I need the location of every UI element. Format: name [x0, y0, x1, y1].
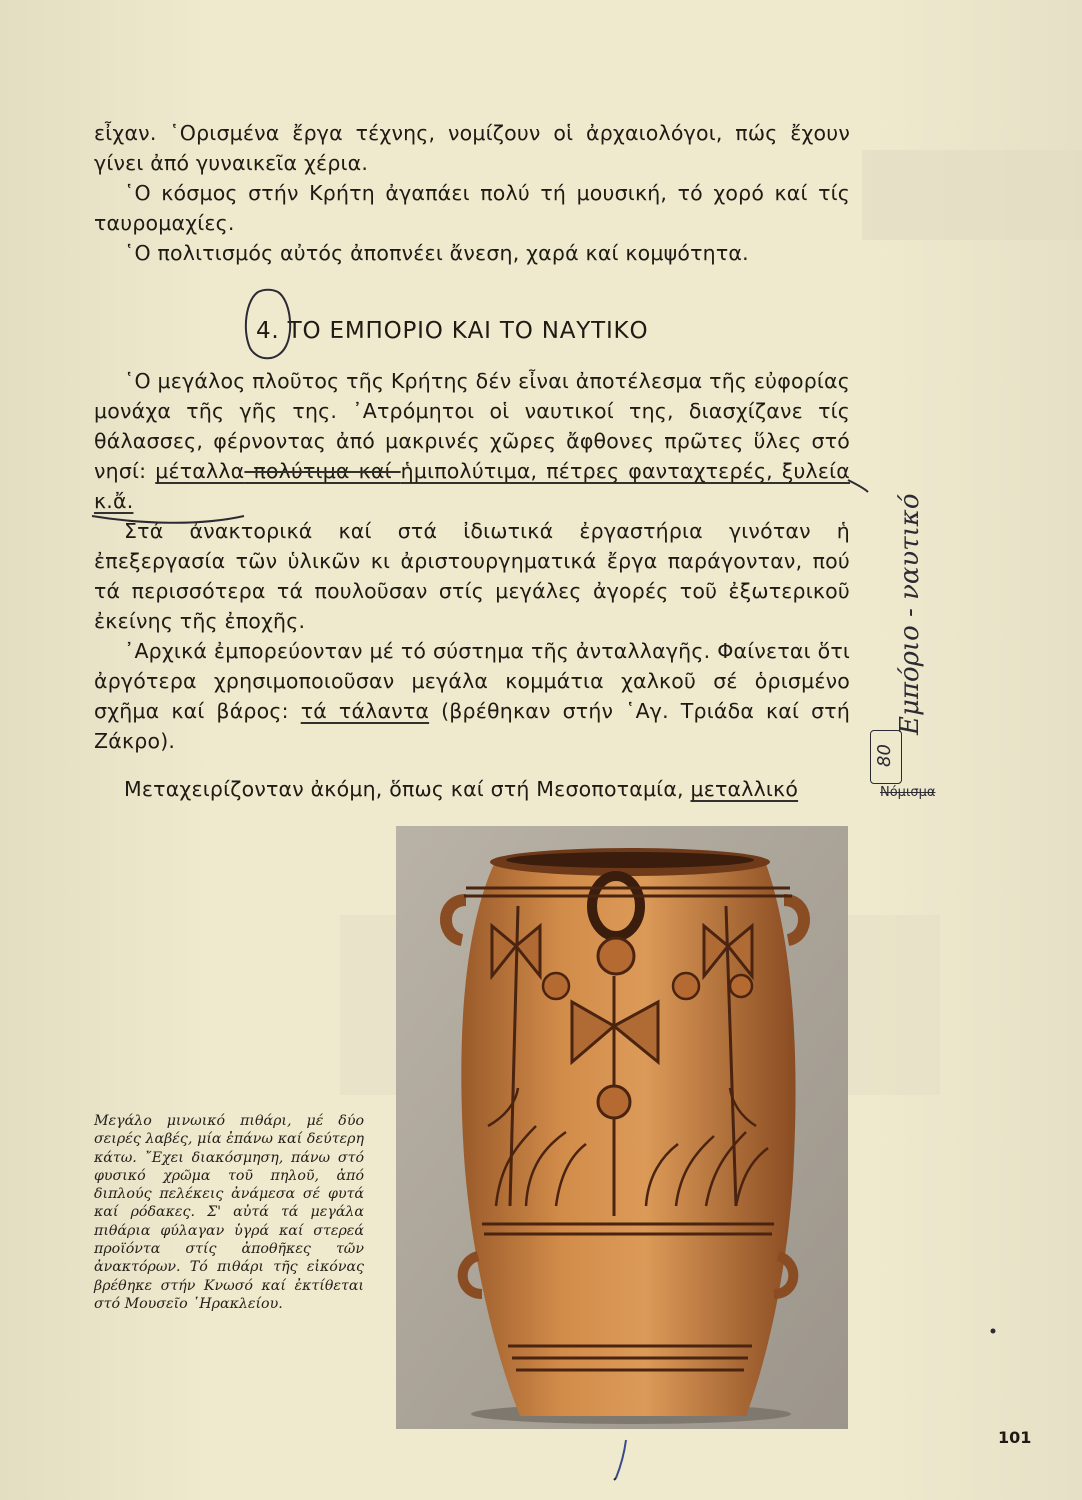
paragraph-metal-money [94, 774, 850, 804]
margin-boxed-number-text: 80 [873, 744, 895, 767]
jar-mouth [506, 852, 754, 868]
rosette-lower-center [598, 1086, 630, 1118]
paragraph-wealth [94, 366, 850, 516]
paragraph-women-art: εἶχαν. ῾Ορισμένα ἔργα τέχνης, νομίζουν οἱ ἀρχαιολόγοι, πώς ἔχουν γίνει ἀπό γυναικεῖα χέρια. [94, 121, 850, 175]
margin-handwritten-note: Εμπόριο - ναυτικό [895, 493, 925, 735]
figure-caption: Μεγάλο μινωικό πιθάρι, μέ δύο σειρές λαβές, μία ἐπάνω καί δεύτερη κάτω. ῎Εχει διακόσμηση, πάνω στό φυσικό χρῶμα τοῦ πηλοῦ, ἀπό διπλούς πελέκεις ἀνάμεσα σέ φυτά καί ρόδακες. Σ' αὐτά τά μεγάλα πιθάρια φύλαγαν ὑγρά καί στερεά προϊόντα στίς ἀποθῆκες τῶν ἀνακτόρων. Τό πιθάρι τῆς εἰκόνας βρέθηκε στήν Κνωσό καί ἐκτίθεται στό Μουσεῖο ῾Ηρακλείου. [94, 1113, 364, 1312]
bleed-through-block-top [862, 150, 1082, 240]
paragraph-civilization: ῾Ο πολιτισμός αὐτός ἀποπνέει ἄνεση, χαρά καί κομψότητα. [124, 241, 749, 265]
paragraph-barter [94, 636, 850, 756]
barter-text: ᾿Αρχικά ἐμπορεύονταν μέ τό σύστημα τῆς ἀνταλλαγῆς. Φαίνεται ὅτι ἀργότερα χρησιμοποιοῦσαν μεγάλα κομμάτια χαλκοῦ σέ ὁρισμένο σχῆμα καί βάρος: [94, 639, 850, 723]
underlined-talents: τά τάλαντα [300, 699, 430, 723]
rosette-far-right [730, 975, 752, 997]
wealth-text: ῾Ο μεγάλος πλοῦτος τῆς Κρήτης δέν εἶναι ἀποτέλεσμα τῆς εὐφορίας μονάχα τῆς γῆς της. ᾿Ατρόμητοι οἱ ναυτικοί της, διασχίζανε τίς θάλασσες, φέρνοντας ἀπό μακρινές χῶρες ἄφθονες πρῶτες ὕλες στό νησί: [94, 369, 850, 483]
paragraph-workshops: Στά ἀνακτορικά καί στά ἰδιωτικά ἐργαστήρια γινόταν ἡ ἐπεξεργασία τῶν ὑλικῶν κι ἀριστουργηματικά ἔργα παράγονταν, πού τά περισσότερα τά πουλοῦσαν στίς μεγάλες ἀγορές τοῦ ἐξωτερικοῦ ἐκείνης τῆς ἐποχῆς. [94, 519, 850, 633]
struck-precious: πολύτιμα καί [244, 459, 401, 483]
rosette-right [673, 973, 699, 999]
underlined-materials: ἡμιπολύτιμα, πέτρες φανταχτερές, ξυλεία κ.ἄ. [94, 459, 850, 513]
barter-text-end: (βρέθηκαν στήν ῾Αγ. Τριάδα καί στή Ζάκρο). [94, 699, 851, 753]
margin-boxed-number [870, 730, 902, 784]
paragraph-music-dance: ῾Ο κόσμος στήν Κρήτη ἀγαπάει πολύ τή μουσική, τό χορό καί τίς ταυρομαχίες. [94, 181, 850, 235]
underlined-metallic: μεταλλικό [690, 777, 799, 801]
intro-text [94, 118, 850, 268]
rosette-left [543, 973, 569, 999]
section-heading: 4. ΤΟ ΕΜΠΟΡΙΟ ΚΑΙ ΤΟ ΝΑΥΤΙΚΟ [256, 318, 649, 344]
page-number: 101 [998, 1428, 1032, 1447]
underlined-metals: μέταλλα [155, 459, 245, 483]
metal-money-text: Μεταχειρίζονταν ἀκόμη, ὅπως καί στή Μεσοποταμία, [124, 777, 691, 801]
margin-word-coin: Νόμισμα [880, 785, 936, 800]
section-text [94, 366, 850, 804]
rosette-center [598, 938, 634, 974]
pithos-photo [396, 826, 848, 1429]
